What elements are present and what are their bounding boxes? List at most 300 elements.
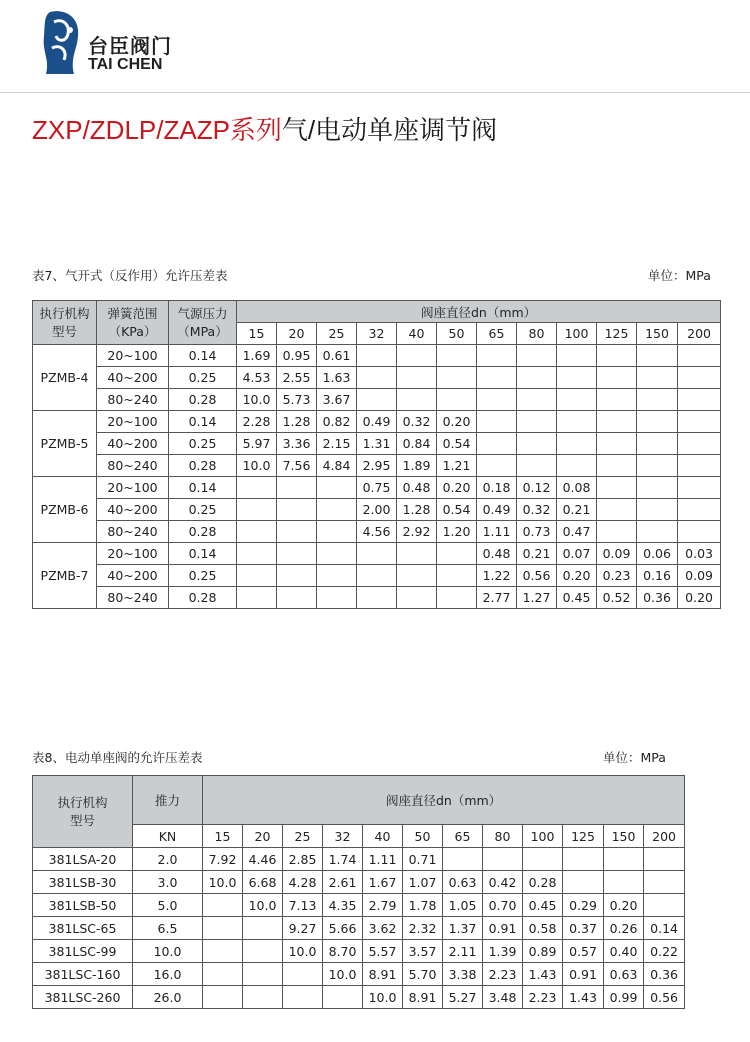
table7-value-cell: 0.08 [557, 477, 597, 499]
table8-value-cell: 1.78 [403, 894, 443, 917]
table8-value-cell: 0.29 [563, 894, 604, 917]
table8-value-cell [283, 986, 323, 1009]
table7-value-cell: 1.63 [317, 367, 357, 389]
table8-value-cell: 2.11 [443, 940, 483, 963]
table7-value-cell [237, 499, 277, 521]
table8-value-cell: 3.57 [403, 940, 443, 963]
table7-value-cell: 0.20 [437, 477, 477, 499]
table8-dn-cell: 40 [363, 825, 403, 848]
table-row [33, 477, 721, 499]
table7-air-cell: 0.28 [169, 587, 237, 609]
table7-value-cell: 0.61 [317, 345, 357, 367]
table8-value-cell: 0.58 [523, 917, 563, 940]
table7-air-cell: 0.28 [169, 455, 237, 477]
table7-value-cell: 0.48 [397, 477, 437, 499]
table7-value-cell [237, 521, 277, 543]
table7-dn-cell: 15 [237, 323, 277, 345]
table7-value-cell: 2.77 [477, 587, 517, 609]
table8-value-cell [243, 986, 283, 1009]
table7-value-cell: 0.03 [678, 543, 721, 565]
table7-value-cell [237, 543, 277, 565]
table7-value-cell [477, 433, 517, 455]
table7-value-cell [237, 565, 277, 587]
table7-value-cell [678, 477, 721, 499]
table8-header-thrust: 推力 [133, 776, 203, 825]
table8-value-cell: 1.05 [443, 894, 483, 917]
table8-kn-cell: 16.0 [133, 963, 203, 986]
table7-dn-cell: 100 [557, 323, 597, 345]
logo-chinese-name: 台臣阀门 [88, 34, 172, 58]
table7-value-cell [517, 367, 557, 389]
table8-value-cell: 9.27 [283, 917, 323, 940]
table7-air-cell: 0.25 [169, 367, 237, 389]
table7-header-model: 执行机构 型号 [33, 301, 97, 345]
table7-value-cell: 0.16 [637, 565, 678, 587]
table8-value-cell: 0.71 [403, 848, 443, 871]
table8-value-cell: 0.36 [644, 963, 685, 986]
table7-value-cell [557, 455, 597, 477]
table7-value-cell [678, 345, 721, 367]
table7-value-cell [357, 367, 397, 389]
table8-kn-cell: 3.0 [133, 871, 203, 894]
table8-dn-cell: 200 [644, 825, 685, 848]
table7-value-cell [397, 367, 437, 389]
table7-value-cell: 4.53 [237, 367, 277, 389]
table7-model-cell: PZMB-5 [33, 411, 97, 477]
table8-value-cell: 4.35 [323, 894, 363, 917]
table7-value-cell: 1.28 [277, 411, 317, 433]
table7-value-cell [397, 389, 437, 411]
table7-value-cell [277, 521, 317, 543]
table8-value-cell [644, 848, 685, 871]
table8-value-cell: 2.79 [363, 894, 403, 917]
table8-value-cell: 5.66 [323, 917, 363, 940]
table-row [33, 587, 721, 609]
table7-value-cell [597, 345, 637, 367]
table7-value-cell: 0.20 [678, 587, 721, 609]
table8-value-cell: 10.0 [323, 963, 363, 986]
table7-dn-cell: 80 [517, 323, 557, 345]
table7-value-cell: 0.07 [557, 543, 597, 565]
table8-value-cell [644, 894, 685, 917]
table7-value-cell: 5.73 [277, 389, 317, 411]
table7-value-cell [277, 587, 317, 609]
table7-value-cell: 1.27 [517, 587, 557, 609]
table-row [33, 963, 685, 986]
table7-spring-cell: 40~200 [97, 499, 169, 521]
table7-value-cell: 4.84 [317, 455, 357, 477]
table7-air-cell: 0.14 [169, 411, 237, 433]
table8-kn-cell: 26.0 [133, 986, 203, 1009]
title-series: ZXP/ZDLP/ZAZP系列 [32, 115, 282, 145]
table7-value-cell [477, 389, 517, 411]
table8-value-cell: 8.70 [323, 940, 363, 963]
table7-value-cell [637, 455, 678, 477]
table7-model-cell: PZMB-4 [33, 345, 97, 411]
table8-dn-cell: 50 [403, 825, 443, 848]
table8-value-cell: 4.28 [283, 871, 323, 894]
table8-value-cell [203, 963, 243, 986]
table8-value-cell: 8.91 [363, 963, 403, 986]
table8-value-cell [243, 940, 283, 963]
table8-value-cell [203, 940, 243, 963]
table7-value-cell [678, 499, 721, 521]
table7-value-cell: 0.12 [517, 477, 557, 499]
logo-mark-icon [40, 8, 84, 78]
table8-value-cell: 1.39 [483, 940, 523, 963]
table8-value-cell: 10.0 [243, 894, 283, 917]
table7-value-cell: 0.84 [397, 433, 437, 455]
table7-value-cell [437, 543, 477, 565]
table7-value-cell: 1.31 [357, 433, 397, 455]
table7-value-cell [678, 521, 721, 543]
table7-value-cell [357, 565, 397, 587]
table7-value-cell [597, 433, 637, 455]
table7-value-cell [317, 543, 357, 565]
table8-value-cell: 2.32 [403, 917, 443, 940]
table-row [33, 411, 721, 433]
table7-value-cell [557, 433, 597, 455]
table8-value-cell [243, 963, 283, 986]
table7-value-cell [678, 433, 721, 455]
table7-value-cell [357, 389, 397, 411]
table8-dn-cell: 125 [563, 825, 604, 848]
logo-english-name: TAI CHEN [88, 56, 163, 73]
table7-spring-cell: 80~240 [97, 521, 169, 543]
table7-value-cell [597, 499, 637, 521]
table7-value-cell: 0.75 [357, 477, 397, 499]
table8-value-cell [283, 963, 323, 986]
table7-value-cell [637, 433, 678, 455]
table8-value-cell: 8.91 [403, 986, 443, 1009]
table8-value-cell [604, 871, 644, 894]
table7-value-cell: 0.09 [678, 565, 721, 587]
table7-value-cell [477, 411, 517, 433]
table8-value-cell: 0.70 [483, 894, 523, 917]
table7-header-air: 气源压力 （MPa） [169, 301, 237, 345]
table7-value-cell: 1.21 [437, 455, 477, 477]
table7-unit: 单位：MPa [648, 268, 711, 283]
table8-value-cell: 10.0 [283, 940, 323, 963]
table7-value-cell [437, 565, 477, 587]
table7-value-cell: 0.95 [277, 345, 317, 367]
table8-value-cell: 10.0 [363, 986, 403, 1009]
table-row [33, 389, 721, 411]
table8-value-cell [203, 986, 243, 1009]
table8-value-cell: 0.45 [523, 894, 563, 917]
table7-value-cell: 0.49 [477, 499, 517, 521]
table7-air-cell: 0.25 [169, 565, 237, 587]
table7-value-cell [637, 477, 678, 499]
table7-value-cell: 0.23 [597, 565, 637, 587]
table-row [33, 455, 721, 477]
table7-value-cell: 0.54 [437, 433, 477, 455]
table-row [33, 986, 685, 1009]
table8-value-cell [203, 917, 243, 940]
table7-value-cell [597, 455, 637, 477]
table-row [33, 543, 721, 565]
table7-value-cell: 0.09 [597, 543, 637, 565]
table7-value-cell: 2.92 [397, 521, 437, 543]
table7-spring-cell: 40~200 [97, 565, 169, 587]
table7-dn-cell: 65 [477, 323, 517, 345]
table8-value-cell: 0.91 [563, 963, 604, 986]
table7-value-cell [277, 477, 317, 499]
table7-dn-cell: 20 [277, 323, 317, 345]
table8-value-cell [563, 871, 604, 894]
table7-value-cell: 2.28 [237, 411, 277, 433]
company-logo [40, 8, 190, 86]
table-row [33, 917, 685, 940]
table8-header-model: 执行机构 型号 [33, 776, 133, 848]
table8-value-cell [563, 848, 604, 871]
table8-kn-cell: 6.5 [133, 917, 203, 940]
table7-value-cell [437, 345, 477, 367]
table7-air-cell: 0.14 [169, 543, 237, 565]
table7-dn-cell: 125 [597, 323, 637, 345]
table7-value-cell: 2.00 [357, 499, 397, 521]
table8-value-cell: 3.48 [483, 986, 523, 1009]
table-row [33, 940, 685, 963]
table8-dn-cell: 80 [483, 825, 523, 848]
table8-header-kn: KN [133, 825, 203, 848]
table8-value-cell [604, 848, 644, 871]
table7-spring-cell: 80~240 [97, 455, 169, 477]
table8-value-cell: 0.28 [523, 871, 563, 894]
table8-kn-cell: 5.0 [133, 894, 203, 917]
table-row [33, 433, 721, 455]
table7-spring-cell: 40~200 [97, 433, 169, 455]
table7-spring-cell: 20~100 [97, 543, 169, 565]
table8-model-cell: 381LSC-160 [33, 963, 133, 986]
table8-model-cell: 381LSC-260 [33, 986, 133, 1009]
table8-value-cell: 2.61 [323, 871, 363, 894]
table8-value-cell: 1.07 [403, 871, 443, 894]
table8-value-cell: 0.42 [483, 871, 523, 894]
table8-value-cell: 0.22 [644, 940, 685, 963]
table8-value-cell: 0.14 [644, 917, 685, 940]
table7-value-cell [557, 367, 597, 389]
table7-value-cell [678, 389, 721, 411]
table7-value-cell: 0.36 [637, 587, 678, 609]
table8-model-cell: 381LSC-99 [33, 940, 133, 963]
table7-value-cell [517, 345, 557, 367]
table7-value-cell: 0.48 [477, 543, 517, 565]
table7-value-cell: 1.28 [397, 499, 437, 521]
table7-value-cell: 2.95 [357, 455, 397, 477]
table7-value-cell [637, 521, 678, 543]
table7-value-cell [557, 411, 597, 433]
table8-value-cell: 0.63 [604, 963, 644, 986]
table7-value-cell [477, 367, 517, 389]
table8-model-cell: 381LSC-65 [33, 917, 133, 940]
table7-air-cell: 0.28 [169, 521, 237, 543]
table7-value-cell: 7.56 [277, 455, 317, 477]
table7-value-cell [477, 455, 517, 477]
table8-value-cell: 5.57 [363, 940, 403, 963]
table7-spring-cell: 20~100 [97, 477, 169, 499]
table7-value-cell: 0.49 [357, 411, 397, 433]
table7-value-cell: 2.15 [317, 433, 357, 455]
table8-pressure-difference [32, 775, 685, 1009]
table8-kn-cell: 2.0 [133, 848, 203, 871]
table8-value-cell: 0.89 [523, 940, 563, 963]
table8-value-cell [644, 871, 685, 894]
table7-value-cell [357, 587, 397, 609]
table7-value-cell [317, 499, 357, 521]
table7-value-cell: 0.18 [477, 477, 517, 499]
table7-value-cell: 1.69 [237, 345, 277, 367]
table8-value-cell: 0.63 [443, 871, 483, 894]
table-row [33, 499, 721, 521]
table7-value-cell [517, 455, 557, 477]
table8-dn-cell: 150 [604, 825, 644, 848]
table8-unit: 单位：MPa [603, 750, 666, 765]
table7-value-cell [678, 455, 721, 477]
table7-value-cell [678, 411, 721, 433]
table7-value-cell [237, 587, 277, 609]
table8-value-cell [483, 848, 523, 871]
table7-value-cell: 0.82 [317, 411, 357, 433]
table7-value-cell: 3.36 [277, 433, 317, 455]
table7-value-cell: 2.55 [277, 367, 317, 389]
table8-dn-cell: 100 [523, 825, 563, 848]
table8-value-cell: 0.37 [563, 917, 604, 940]
table7-value-cell: 0.32 [397, 411, 437, 433]
table7-value-cell [597, 367, 637, 389]
table7-model-cell: PZMB-7 [33, 543, 97, 609]
table8-value-cell: 1.11 [363, 848, 403, 871]
table8-value-cell: 0.20 [604, 894, 644, 917]
table-row [33, 848, 685, 871]
table8-value-cell [203, 894, 243, 917]
table8-value-cell: 3.38 [443, 963, 483, 986]
table7-caption: 表7、气开式（反作用）允许压差表 [32, 268, 228, 283]
table8-dn-cell: 65 [443, 825, 483, 848]
table8-caption: 表8、电动单座阀的允许压差表 [32, 750, 203, 765]
table7-dn-cell: 200 [678, 323, 721, 345]
table7-value-cell: 0.45 [557, 587, 597, 609]
table7-value-cell [397, 565, 437, 587]
table8-value-cell [523, 848, 563, 871]
table7-air-cell: 0.25 [169, 433, 237, 455]
table7-value-cell [317, 565, 357, 587]
table7-value-cell: 0.20 [437, 411, 477, 433]
table7-value-cell [317, 521, 357, 543]
table7-value-cell [597, 389, 637, 411]
table7-header-row [33, 301, 721, 323]
table7-value-cell [397, 587, 437, 609]
table7-value-cell: 0.54 [437, 499, 477, 521]
table7-value-cell [477, 345, 517, 367]
table8-value-cell: 7.92 [203, 848, 243, 871]
table8-value-cell: 0.40 [604, 940, 644, 963]
table7-value-cell [557, 389, 597, 411]
table7-value-cell [397, 543, 437, 565]
table7-value-cell [437, 367, 477, 389]
table7-value-cell [637, 499, 678, 521]
table7-value-cell [357, 345, 397, 367]
table7-spring-cell: 20~100 [97, 411, 169, 433]
table7-air-cell: 0.28 [169, 389, 237, 411]
table7-dn-cell: 40 [397, 323, 437, 345]
table7-spring-cell: 80~240 [97, 587, 169, 609]
table7-value-cell [317, 587, 357, 609]
table7-value-cell: 0.47 [557, 521, 597, 543]
table7-value-cell: 10.0 [237, 389, 277, 411]
table8-value-cell: 4.46 [243, 848, 283, 871]
table8-value-cell: 2.85 [283, 848, 323, 871]
table7-air-cell: 0.14 [169, 345, 237, 367]
table8-value-cell: 1.74 [323, 848, 363, 871]
table7-model-cell: PZMB-6 [33, 477, 97, 543]
table7-pressure-difference [32, 300, 721, 609]
table7-header-spring: 弹簧范围 （KPa） [97, 301, 169, 345]
table8-value-cell: 1.37 [443, 917, 483, 940]
table7-header-dn: 阀座直径dn（mm） [237, 301, 721, 323]
table8-dn-cell: 25 [283, 825, 323, 848]
table8-value-cell: 0.99 [604, 986, 644, 1009]
table7-value-cell [637, 345, 678, 367]
table8-value-cell: 6.68 [243, 871, 283, 894]
table7-value-cell [637, 367, 678, 389]
table7-value-cell: 0.06 [637, 543, 678, 565]
table7-value-cell: 1.11 [477, 521, 517, 543]
table8-kn-cell: 10.0 [133, 940, 203, 963]
table7-value-cell [517, 389, 557, 411]
table8-header-row [33, 776, 685, 825]
table-row [33, 894, 685, 917]
table8-value-cell: 1.67 [363, 871, 403, 894]
table7-air-cell: 0.14 [169, 477, 237, 499]
table8-value-cell: 1.43 [563, 986, 604, 1009]
table7-value-cell: 0.52 [597, 587, 637, 609]
table7-value-cell: 1.22 [477, 565, 517, 587]
table8-model-cell: 381LSB-30 [33, 871, 133, 894]
table-row [33, 871, 685, 894]
table7-spring-cell: 80~240 [97, 389, 169, 411]
table8-model-cell: 381LSA-20 [33, 848, 133, 871]
table8-value-cell: 2.23 [483, 963, 523, 986]
table7-value-cell [637, 389, 678, 411]
table8-value-cell: 2.23 [523, 986, 563, 1009]
title-product: 气/电动单座调节阀 [281, 115, 498, 145]
table7-value-cell: 0.20 [557, 565, 597, 587]
table7-value-cell [397, 345, 437, 367]
table8-value-cell: 3.62 [363, 917, 403, 940]
table7-value-cell: 0.21 [557, 499, 597, 521]
table8-value-cell: 1.43 [523, 963, 563, 986]
table7-value-cell [597, 477, 637, 499]
table7-value-cell [357, 543, 397, 565]
table7-value-cell [597, 521, 637, 543]
table8-dn-cell: 20 [243, 825, 283, 848]
table7-dn-cell: 50 [437, 323, 477, 345]
table7-dn-cell: 32 [357, 323, 397, 345]
table7-value-cell [317, 477, 357, 499]
table8-value-cell [243, 917, 283, 940]
table7-value-cell [437, 587, 477, 609]
table-row [33, 521, 721, 543]
table8-dn-cell: 15 [203, 825, 243, 848]
table7-air-cell: 0.25 [169, 499, 237, 521]
header-divider [0, 92, 750, 93]
table8-header-dn: 阀座直径dn（mm） [203, 776, 685, 825]
table8-value-cell: 0.56 [644, 986, 685, 1009]
table7-spring-cell: 20~100 [97, 345, 169, 367]
table7-value-cell: 0.73 [517, 521, 557, 543]
table8-value-cell: 5.27 [443, 986, 483, 1009]
